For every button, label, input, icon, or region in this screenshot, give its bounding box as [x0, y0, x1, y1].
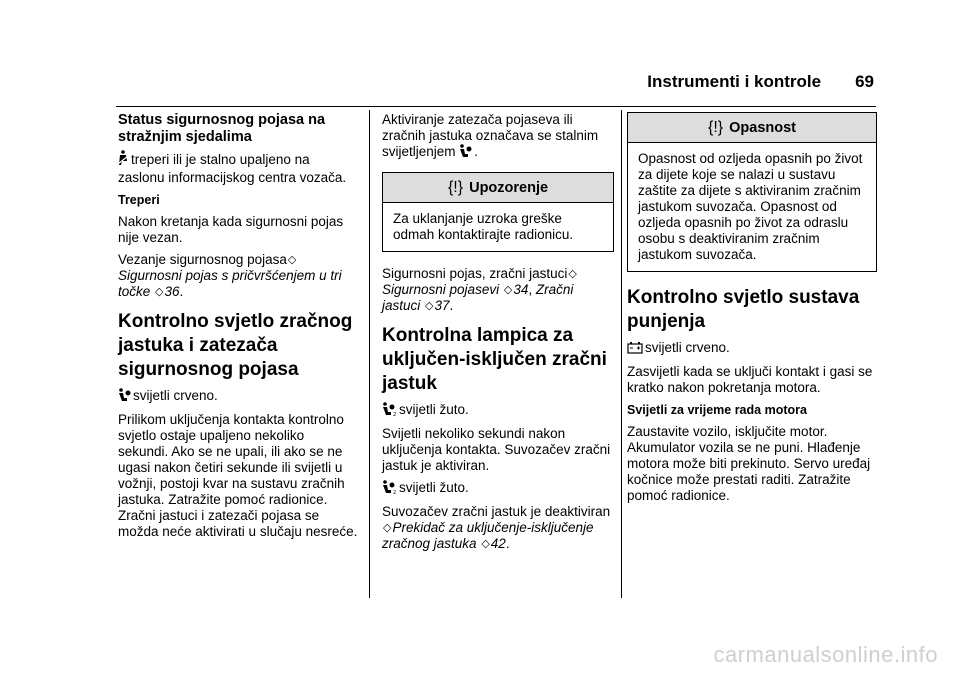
column-2	[382, 112, 614, 558]
arrow-icon: ◇	[287, 254, 297, 266]
arrow-icon: ◇	[503, 284, 513, 296]
paragraph: Aktiviranje zatezača pojaseva ili zračnih jastuka označava se stalnim svijetljenjem .	[382, 112, 614, 162]
heading-rear-belt-status: Status sigurnosnog pojasa na stražnjim sjedalima	[118, 112, 326, 145]
paragraph: Zaustavite vozilo, isključite motor. Akumulator vozila se ne puni. Hlađenje motora može biti prekinuto. Servo uređaj kočnice može prestati raditi. Zatražite pomoć radionice.	[627, 424, 871, 503]
page-number: 69	[855, 72, 874, 91]
arrow-icon: ◇	[383, 522, 392, 534]
danger-text: Opasnost od ozljeda opasnih po život za dijete koje se nalazi u sustavu zaštite za dijete s aktiviranim zračnim jastukom suvozača. Opasnost od ozljeda opasnih po život za odraslu osobu s deaktiviranim zračnim jastukom suvozača.	[638, 151, 863, 262]
heading-airbag-light: Kontrolno svjetlo zračnog jastuka i zatezača sigurnosnog pojasa	[118, 311, 353, 380]
airbag-on-icon	[382, 402, 397, 420]
warning-header: {!} Upozorenje	[383, 173, 613, 203]
paragraph: Prilikom uključenja kontakta kontrolno svjetlo ostaje upaljeno nekoliko sekundi. Ako se ne upali, ili ako se ne ugasi nakon četiri sekunde ili svijetli u vožnji, postoji kvar na sustavu zračnih jastuka. Zatražite pomoć radionice. Zračni jastuci i zatezači pojasa se možda neće aktivirati u slučaju nesreće.	[118, 412, 358, 539]
cross-reference-page[interactable]: 42	[490, 536, 506, 551]
arrow-icon: ◇	[425, 300, 434, 312]
rear-seatbelt-icon	[118, 150, 129, 170]
column-divider	[621, 110, 622, 598]
warning-text: Za uklanjanje uzroka greške odmah kontaktirajte radionicu.	[393, 211, 574, 242]
paragraph: treperi ili je stalno upaljeno na zaslonu informacijskog centra vozača.	[118, 152, 347, 185]
paragraph: svijetli crveno.	[118, 388, 358, 406]
svg-text:2: 2	[393, 490, 397, 494]
cross-reference-link[interactable]: Sigurnosni pojasevi	[382, 282, 500, 297]
paragraph: 2 svijetli žuto.	[382, 402, 614, 420]
paragraph: svijetli crveno.	[627, 340, 877, 358]
battery-icon	[627, 341, 643, 358]
paragraph: Sigurnosni pojas, zračni jastuci◇ Sigurnosni pojasevi ◇34, Zračni jastuci ◇37.	[382, 266, 577, 313]
warning-icon: {!}	[447, 179, 464, 196]
column-3	[627, 112, 877, 510]
paragraph: Vezanje sigurnosnog pojasa◇ Sigurnosni pojas s pričvršćenjem u tri točke ◇36.	[118, 252, 342, 299]
airbag-icon	[118, 388, 131, 406]
cross-reference-link[interactable]: Sigurnosni pojas s pričvršćenjem u tri točke	[118, 268, 342, 299]
danger-header: {!} Opasnost	[628, 113, 876, 143]
paragraph: Svijetli nekoliko sekundi nakon uključenja kontakta. Suvozačev zračni jastuk je aktiviran.	[382, 426, 611, 473]
column-1	[118, 112, 358, 546]
cross-reference-page[interactable]: 34	[513, 282, 529, 297]
cross-reference-page[interactable]: 37	[434, 298, 450, 313]
header-rule	[116, 106, 876, 107]
arrow-icon: ◇	[481, 538, 490, 550]
cross-reference-link[interactable]: Zračni jastuci	[382, 282, 574, 313]
chapter-title: Instrumenti i kontrole	[647, 72, 822, 91]
watermark: carmanualsonline.info	[713, 642, 938, 667]
label-flashing: Treperi	[118, 193, 160, 207]
heading-charging-light: Kontrolno svjetlo sustava punjenja	[627, 287, 860, 332]
running-head	[647, 72, 874, 92]
arrow-icon: ◇	[568, 268, 577, 280]
warning-box	[382, 172, 614, 252]
cross-reference-page[interactable]: 36	[164, 284, 180, 299]
paragraph: 2 svijetli žuto.	[382, 480, 614, 498]
column-divider	[369, 110, 370, 598]
arrow-icon: ◇	[155, 286, 164, 298]
label-engine-running: Svijetli za vrijeme rada motora	[627, 403, 807, 417]
paragraph: Suvozačev zračni jastuk je deaktiviran ◇Prekidač za uključenje-isključenje zračnog jastuka ◇42.	[382, 504, 611, 551]
airbag-icon	[459, 144, 472, 162]
warning-icon: {!}	[707, 119, 724, 136]
svg-text:2: 2	[393, 412, 397, 416]
airbag-off-icon	[382, 480, 397, 498]
cross-reference-link[interactable]: Prekidač za uključenje-isključenje zračnog jastuka	[382, 520, 594, 551]
paragraph: Zasvijetli kada se uključi kontakt i gasi se kratko nakon pokretanja motora.	[627, 364, 873, 395]
heading-airbag-on-off-lamp: Kontrolna lampica za uključen-isključen zračni jastuk	[382, 325, 607, 394]
danger-box	[627, 112, 877, 272]
paragraph: Nakon kretanja kada sigurnosni pojas nije vezan.	[118, 214, 344, 245]
